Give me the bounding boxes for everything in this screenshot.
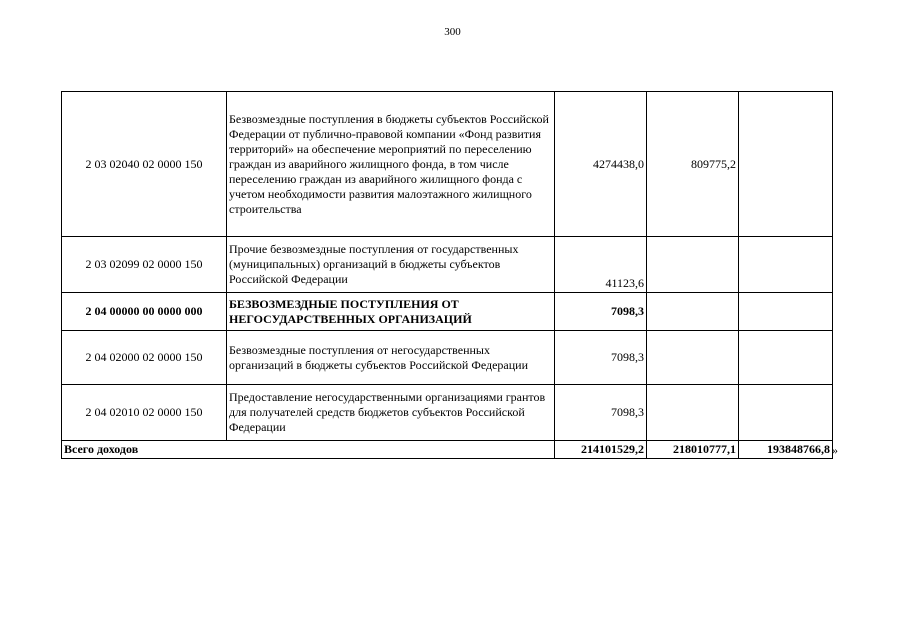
table-row — [62, 331, 833, 385]
revenue-description: Прочие безвозмездные поступления от государственных (муниципальных) организаций в бюджеты субъектов Российской Федерации — [227, 237, 555, 293]
amount-year-3 — [739, 92, 833, 237]
budget-code: 2 03 02040 02 0000 150 — [62, 92, 227, 237]
revenue-description: БЕЗВОЗМЕЗДНЫЕ ПОСТУПЛЕНИЯ ОТ НЕГОСУДАРСТВЕННЫХ ОРГАНИЗАЦИЙ — [227, 293, 555, 331]
closing-quote-mark: » — [832, 443, 838, 457]
amount-year-3 — [739, 237, 833, 293]
total-row — [62, 441, 833, 459]
total-year-3: 193848766,8 — [739, 441, 833, 459]
revenue-description: Безвозмездные поступления от негосударственных организаций в бюджеты субъектов Российской Федерации — [227, 331, 555, 385]
revenue-description: Безвозмездные поступления в бюджеты субъектов Российской Федерации от публично-правовой компании «Фонд развития территорий» на обеспечение мероприятий по переселению граждан из аварийного жилищного фонда, в том числе переселению граждан из аварийного жилищного фонда с учетом необходимости развития малоэтажного жилищного строительства — [227, 92, 555, 237]
amount-year-2 — [647, 293, 739, 331]
page-number: 300 — [444, 26, 461, 38]
amount-year-2 — [647, 385, 739, 441]
amount-year-1: 4274438,0 — [555, 92, 647, 237]
amount-year-2: 809775,2 — [647, 92, 739, 237]
total-label: Всего доходов — [62, 441, 555, 459]
amount-year-3 — [739, 385, 833, 441]
table-row — [62, 293, 833, 331]
amount-year-1: 7098,3 — [555, 331, 647, 385]
total-year-1: 214101529,2 — [555, 441, 647, 459]
budget-code: 2 04 02010 02 0000 150 — [62, 385, 227, 441]
amount-year-1: 7098,3 — [555, 385, 647, 441]
budget-code: 2 04 00000 00 0000 000 — [62, 293, 227, 331]
amount-year-2 — [647, 237, 739, 293]
revenue-description: Предоставление негосударственными организациями грантов для получателей средств бюджетов субъектов Российской Федерации — [227, 385, 555, 441]
amount-year-3 — [739, 331, 833, 385]
budget-code: 2 03 02099 02 0000 150 — [62, 237, 227, 293]
amount-year-1: 41123,6 — [555, 237, 647, 293]
budget-code: 2 04 02000 02 0000 150 — [62, 331, 227, 385]
table-row — [62, 385, 833, 441]
amount-year-3 — [739, 293, 833, 331]
table-row — [62, 237, 833, 293]
total-year-2: 218010777,1 — [647, 441, 739, 459]
amount-year-2 — [647, 331, 739, 385]
amount-year-1: 7098,3 — [555, 293, 647, 331]
revenue-table — [61, 91, 833, 459]
table-row — [62, 92, 833, 237]
